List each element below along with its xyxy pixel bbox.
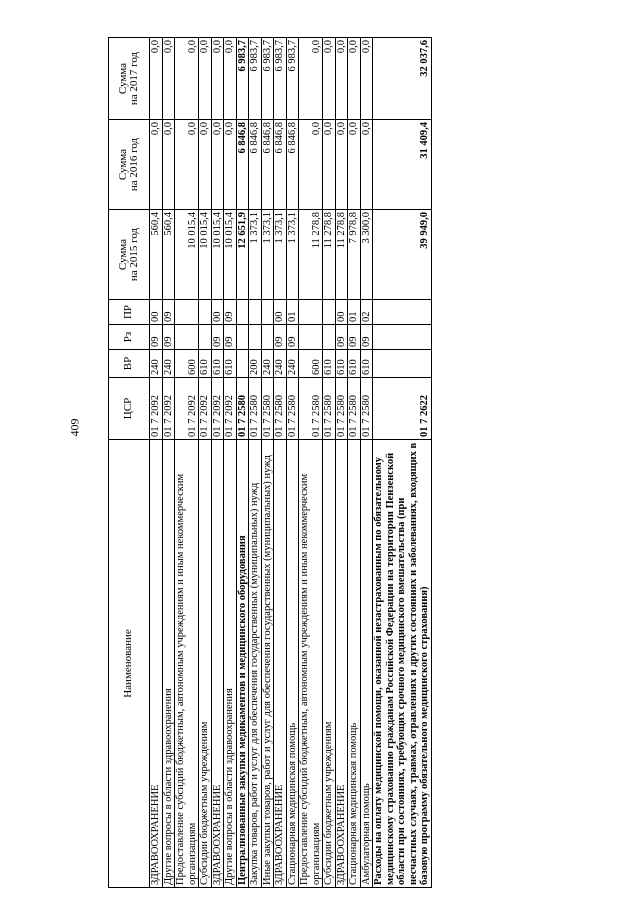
row-sum-2017: 0,0 (175, 38, 199, 120)
row-sum-2016: 0,0 (150, 120, 163, 210)
row-name: Централизованные закупки медикаментов и медицинского оборудования (236, 440, 249, 888)
row-sum-2015: 10 015,4 (224, 210, 237, 300)
row-name: ЗДРАВООХРАНЕНИЕ (211, 440, 224, 888)
row-rz: 09 (286, 325, 299, 350)
row-sum-2015: 7 978,8 (348, 210, 361, 300)
row-pr (175, 300, 199, 325)
row-vr: 610 (348, 350, 361, 378)
row-pr: 00 (274, 300, 287, 325)
budget-table (108, 37, 432, 888)
row-sum-2015: 10 015,4 (211, 210, 224, 300)
row-sum-2015: 1 373,1 (249, 210, 262, 300)
row-csr: 01 7 2622 (373, 378, 432, 440)
row-name: Расходы на оплату медицинской помощи, оказанной незастрахованным по обязательному медицинскому страхованию гражданам Российской Федерации на территории Пензенской области при состояниях, требующих срочного медицинского вмешательства (при несчастных случаях, травмах, отравлениях и других состояниях и заболеваниях, входящих в базовую программу обязательного медицинского страхования) (373, 440, 432, 888)
row-name: Предоставление субсидий бюджетным, автономным учреждениям и иным некоммерческим организациям (175, 440, 199, 888)
table-row (373, 38, 432, 888)
row-rz (299, 325, 323, 350)
row-pr: 09 (162, 300, 175, 325)
row-csr: 01 7 2580 (348, 378, 361, 440)
row-sum-2016: 6 846,8 (249, 120, 262, 210)
row-sum-2015: 39 949,0 (373, 210, 432, 300)
row-rz: 09 (335, 325, 348, 350)
row-rz (175, 325, 199, 350)
row-vr: 200 (249, 350, 262, 378)
row-rz (261, 325, 274, 350)
row-rz (199, 325, 212, 350)
row-name: Стационарная медицинская помощь (348, 440, 361, 888)
row-vr: 240 (286, 350, 299, 378)
row-rz: 09 (211, 325, 224, 350)
row-name: Другие вопросы в области здравоохранения (224, 440, 237, 888)
row-pr: 00 (211, 300, 224, 325)
row-pr: 01 (348, 300, 361, 325)
row-pr: 02 (360, 300, 373, 325)
row-sum-2016: 0,0 (199, 120, 212, 210)
row-csr: 01 7 2580 (286, 378, 299, 440)
row-pr (373, 300, 432, 325)
row-sum-2016: 0,0 (162, 120, 175, 210)
row-sum-2017: 6 983,7 (261, 38, 274, 120)
row-name: Другие вопросы в области здравоохранения (162, 440, 175, 888)
row-csr: 01 7 2092 (224, 378, 237, 440)
row-csr: 01 7 2092 (175, 378, 199, 440)
row-sum-2017: 32 037,6 (373, 38, 432, 120)
row-name: Предоставление субсидий бюджетным, автономным учреждениям и иным некоммерческим организациям (299, 440, 323, 888)
row-sum-2016: 31 409,4 (373, 120, 432, 210)
table-row (199, 38, 212, 888)
row-rz: 09 (162, 325, 175, 350)
row-sum-2015: 3 300,0 (360, 210, 373, 300)
row-csr: 01 7 2580 (323, 378, 336, 440)
row-sum-2015: 11 278,8 (335, 210, 348, 300)
row-name: Субсидии бюджетным учреждениям (323, 440, 336, 888)
row-pr (261, 300, 274, 325)
header-vr: ВР (109, 350, 150, 378)
row-rz: 09 (150, 325, 163, 350)
row-pr (236, 300, 249, 325)
row-sum-2016: 0,0 (335, 120, 348, 210)
row-vr: 240 (274, 350, 287, 378)
row-rz: 09 (224, 325, 237, 350)
row-sum-2016: 0,0 (299, 120, 323, 210)
row-sum-2016: 6 846,8 (286, 120, 299, 210)
row-sum-2015: 1 373,1 (286, 210, 299, 300)
row-sum-2017: 6 983,7 (249, 38, 262, 120)
row-name: Стационарная медицинская помощь (286, 440, 299, 888)
row-pr: 01 (286, 300, 299, 325)
row-sum-2017: 0,0 (299, 38, 323, 120)
row-vr (373, 350, 432, 378)
table-row (224, 38, 237, 888)
row-pr: 00 (150, 300, 163, 325)
row-sum-2017: 6 983,7 (236, 38, 249, 120)
row-sum-2017: 0,0 (348, 38, 361, 120)
row-name: Субсидии бюджетным учреждениям (199, 440, 212, 888)
row-name: ЗДРАВООХРАНЕНИЕ (335, 440, 348, 888)
row-sum-2015: 10 015,4 (175, 210, 199, 300)
row-sum-2017: 0,0 (199, 38, 212, 120)
row-sum-2015: 10 015,4 (199, 210, 212, 300)
table-row (348, 38, 361, 888)
row-pr (199, 300, 212, 325)
row-name: Амбулаторная помощь (360, 440, 373, 888)
rotated-table-container (108, 38, 578, 888)
row-csr: 01 7 2580 (335, 378, 348, 440)
row-sum-2017: 0,0 (335, 38, 348, 120)
row-pr (299, 300, 323, 325)
header-csr: ЦСР (109, 378, 150, 440)
row-vr (236, 350, 249, 378)
row-vr: 240 (162, 350, 175, 378)
row-sum-2017: 0,0 (211, 38, 224, 120)
table-row (299, 38, 323, 888)
row-vr: 240 (261, 350, 274, 378)
table-row (360, 38, 373, 888)
row-csr: 01 7 2580 (274, 378, 287, 440)
row-pr (323, 300, 336, 325)
row-sum-2016: 0,0 (211, 120, 224, 210)
header-sum-2016: Сумма на 2016 год (109, 120, 150, 210)
row-sum-2016: 0,0 (323, 120, 336, 210)
row-name: ЗДРАВООХРАНЕНИЕ (274, 440, 287, 888)
row-sum-2015: 560,4 (162, 210, 175, 300)
row-rz (323, 325, 336, 350)
table-row (261, 38, 274, 888)
row-sum-2016: 0,0 (348, 120, 361, 210)
row-sum-2017: 0,0 (323, 38, 336, 120)
row-vr: 610 (360, 350, 373, 378)
table-row (335, 38, 348, 888)
row-vr: 610 (323, 350, 336, 378)
row-vr: 240 (150, 350, 163, 378)
header-pr: ПР (109, 300, 150, 325)
table-header-row (109, 38, 150, 888)
row-sum-2015: 12 651,9 (236, 210, 249, 300)
header-name: Наименование (109, 440, 150, 888)
row-csr: 01 7 2580 (261, 378, 274, 440)
table-row (249, 38, 262, 888)
row-sum-2016: 6 846,8 (261, 120, 274, 210)
header-sum-2017: Сумма на 2017 год (109, 38, 150, 120)
row-sum-2016: 0,0 (224, 120, 237, 210)
header-rz: Рз (109, 325, 150, 350)
row-rz: 09 (348, 325, 361, 350)
row-pr (249, 300, 262, 325)
row-rz: 09 (274, 325, 287, 350)
row-csr: 01 7 2580 (360, 378, 373, 440)
row-csr: 01 7 2580 (236, 378, 249, 440)
row-pr: 00 (335, 300, 348, 325)
table-row (211, 38, 224, 888)
row-csr: 01 7 2092 (211, 378, 224, 440)
row-sum-2017: 0,0 (360, 38, 373, 120)
table-row (274, 38, 287, 888)
row-sum-2017: 0,0 (150, 38, 163, 120)
row-rz (236, 325, 249, 350)
row-sum-2017: 6 983,7 (286, 38, 299, 120)
row-sum-2015: 11 278,8 (323, 210, 336, 300)
table-row (162, 38, 175, 888)
row-rz: 09 (360, 325, 373, 350)
table-body (150, 38, 432, 888)
table-row (323, 38, 336, 888)
page-number: 409 (67, 418, 82, 437)
row-sum-2017: 0,0 (224, 38, 237, 120)
row-csr: 01 7 2580 (249, 378, 262, 440)
row-csr: 01 7 2580 (299, 378, 323, 440)
row-name: Иные закупки товаров, работ и услуг для обеспечения государственных (муниципальных) нужд (261, 440, 274, 888)
row-vr: 610 (211, 350, 224, 378)
row-name: ЗДРАВООХРАНЕНИЕ (150, 440, 163, 888)
row-sum-2017: 6 983,7 (274, 38, 287, 120)
row-rz (249, 325, 262, 350)
table-row (150, 38, 163, 888)
row-sum-2016: 6 846,8 (236, 120, 249, 210)
row-vr: 600 (175, 350, 199, 378)
row-sum-2015: 11 278,8 (299, 210, 323, 300)
row-vr: 610 (224, 350, 237, 378)
row-vr: 610 (335, 350, 348, 378)
row-rz (373, 325, 432, 350)
table-row (286, 38, 299, 888)
row-pr: 09 (224, 300, 237, 325)
row-vr: 610 (199, 350, 212, 378)
row-name: Закупка товаров, работ и услуг для обеспечения государственных (муниципальных) нужд (249, 440, 262, 888)
row-sum-2015: 560,4 (150, 210, 163, 300)
row-csr: 01 7 2092 (162, 378, 175, 440)
row-vr: 600 (299, 350, 323, 378)
row-sum-2015: 1 373,1 (261, 210, 274, 300)
row-sum-2016: 6 846,8 (274, 120, 287, 210)
row-sum-2017: 0,0 (162, 38, 175, 120)
row-sum-2015: 1 373,1 (274, 210, 287, 300)
row-csr: 01 7 2092 (199, 378, 212, 440)
table-row (175, 38, 199, 888)
row-sum-2016: 0,0 (175, 120, 199, 210)
header-sum-2015: Сумма на 2015 год (109, 210, 150, 300)
table-row (236, 38, 249, 888)
row-sum-2016: 0,0 (360, 120, 373, 210)
row-csr: 01 7 2092 (150, 378, 163, 440)
